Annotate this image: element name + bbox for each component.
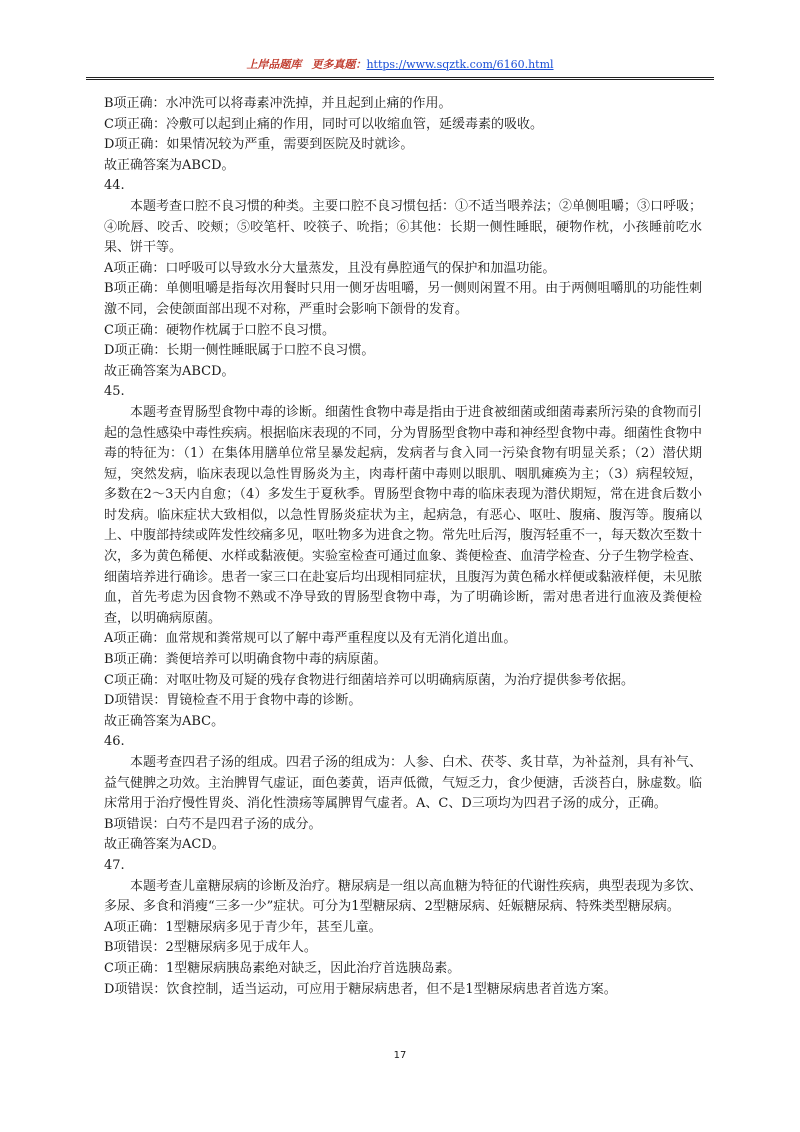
paragraph: 故正确答案为ABCD。 <box>104 157 235 173</box>
paragraph: 本题考查胃肠型食物中毒的诊断。细菌性食物中毒是指由于进食被细菌或细菌毒素所污染的食物而引起的急性感染中毒性疾病。根据临床表现的不同，分为胃肠型食物中毒和神经型食物中毒。细菌性食物中毒的特征为：（1）在集体用膳单位常呈暴发起病，发病者与食入同一污染食物有明显关系；（2）潜伏期短，突然发病，临床表现以急性胃肠炎为主，肉毒杆菌中毒则以眼肌、咽肌瘫痪为主；（3）病程较短，多数在2～3天内自愈；（4）多发生于夏秋季。胃肠型食物中毒的临床表现为潜伏期短，常在进食后数小时发病。临床症状大致相似，以急性胃肠炎症状为主，起病急，有恶心、呕吐、腹痛、腹泻等。腹痛以上、中腹部持续或阵发性绞痛多见，呕吐物多为进食之物。常先吐后泻，腹泻轻重不一，每天数次至数十次，多为黄色稀便、水样或黏液便。实验室检查可通过血象、粪便检查、血清学检查、分子生物学检查、细菌培养进行确诊。患者一家三口在赴宴后均出现相同症状，且腹泻为黄色稀水样便或黏液样便，未见脓血，首先考虑为因食物不熟或不净导致的胃肠型食物中毒，为了明确诊断，需对患者进行血液及粪便检查，以明确病原菌。 <box>104 404 703 626</box>
paragraph: 44. <box>104 178 125 194</box>
paragraph: 47. <box>104 857 125 873</box>
paragraph: 45. <box>104 384 125 400</box>
paragraph: A项正确：口呼吸可以导致水分大量蒸发，且没有鼻腔通气的保护和加温功能。 <box>104 260 556 276</box>
header-prompt: 更多真题： <box>311 58 367 71</box>
paragraph: B项正确：单侧咀嚼是指每次用餐时只用一侧牙齿咀嚼，另一侧则闲置不用。由于两侧咀嚼肌的功能性刺激不同，会使颌面部出现不对称，严重时会影响下颌骨的发育。 <box>104 281 702 317</box>
paragraph: 故正确答案为ABC。 <box>104 713 225 729</box>
paragraph: B项错误：白芍不是四君子汤的成分。 <box>104 816 322 832</box>
page-header <box>86 58 714 72</box>
header-url-link[interactable]: https://www.sqztk.com/6160.html <box>366 58 554 71</box>
header-brand: 上岸品题库 <box>246 58 302 71</box>
paragraph: C项正确：1型糖尿病胰岛素绝对缺乏，因此治疗首选胰岛素。 <box>104 960 461 976</box>
document-body <box>104 94 702 1000</box>
paragraph: D项正确：长期一侧性睡眠属于口腔不良习惯。 <box>104 343 375 359</box>
header-divider <box>86 77 714 80</box>
paragraph: D项正确：如果情况较为严重，需要到医院及时就诊。 <box>104 137 414 153</box>
paragraph: 本题考查口腔不良习惯的种类。主要口腔不良习惯包括：①不适当喂养法；②单侧咀嚼；③口呼吸；④吮唇、咬舌、咬颊；⑤咬笔杆、咬筷子、吮指；⑥其他：长期一侧性睡眠，硬物作枕，小孩睡前吃水果、饼干等。 <box>104 198 703 256</box>
paragraph: B项正确：粪便培养可以明确食物中毒的病原菌。 <box>104 652 387 668</box>
paragraph: 故正确答案为ABCD。 <box>104 363 235 379</box>
paragraph: A项正确：血常规和粪常规可以了解中毒严重程度以及有无消化道出血。 <box>104 631 517 647</box>
paragraph: A项正确：1型糖尿病多见于青少年，甚至儿童。 <box>104 919 382 935</box>
paragraph: D项错误：饮食控制，适当运动，可应用于糖尿病患者，但不是1型糖尿病患者首选方案。 <box>104 981 617 997</box>
page-number: 17 <box>393 1050 407 1061</box>
paragraph: B项正确：水冲洗可以将毒素冲洗掉，并且起到止痛的作用。 <box>104 96 452 111</box>
paragraph: 故正确答案为ACD。 <box>104 837 225 853</box>
paragraph: 本题考查儿童糖尿病的诊断及治疗。糖尿病是一组以高血糖为特征的代谢性疾病，典型表现为多饮、多尿、多食和消瘦“三多一少”症状。可分为1型糖尿病、2型糖尿病、妊娠糖尿病、特殊类型糖尿病。 <box>104 878 703 915</box>
paragraph: D项错误：胃镜检查不用于食物中毒的诊断。 <box>104 693 362 709</box>
paragraph: 46. <box>104 734 125 750</box>
paragraph: C项正确：冷敷可以起到止痛的作用，同时可以收缩血管，延缓毒素的吸收。 <box>104 116 543 132</box>
paragraph: B项错误：2型糖尿病多见于成年人。 <box>104 940 317 956</box>
paragraph: C项正确：对呕吐物及可疑的残存食物进行细菌培养可以明确病原菌，为治疗提供参考依据。 <box>104 672 634 688</box>
paragraph: C项正确：硬物作枕属于口腔不良习惯。 <box>104 322 335 338</box>
paragraph: 本题考查四君子汤的组成。四君子汤的组成为：人参、白术、茯苓、炙甘草，为补益剂，具有补气、益气健脾之功效。主治脾胃气虚证，面色萎黄，语声低微，气短乏力，食少便溏，舌淡苔白，脉虚数。临床常用于治疗慢性胃炎、消化性溃疡等属脾胃气虚者。A、C、D三项均为四君子汤的成分，正确。 <box>104 755 703 812</box>
